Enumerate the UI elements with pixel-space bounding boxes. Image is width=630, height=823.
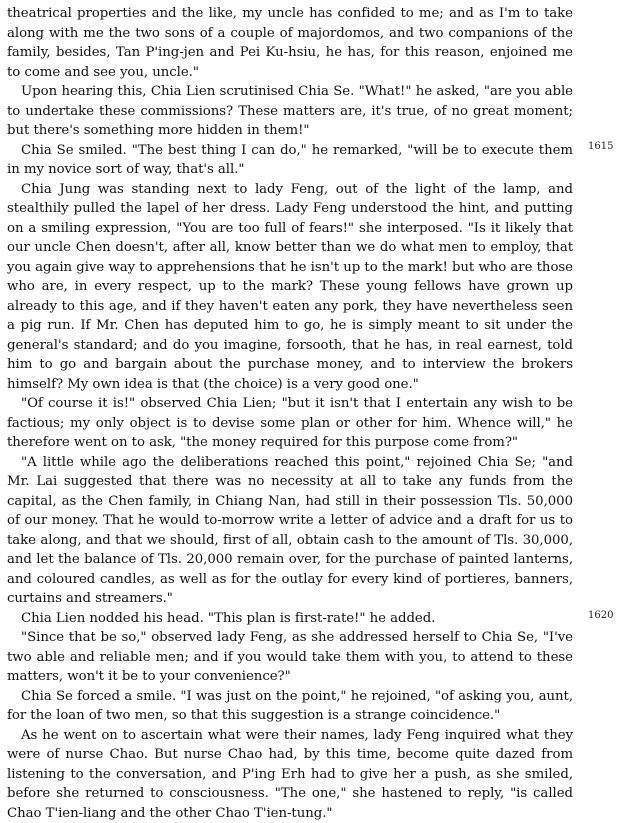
paragraph-7: Chia Lien nodded his head. "This plan is first-rate!" he added. — [7, 609, 573, 629]
paragraph-10: As he went on to ascertain what were their names, lady Feng inquired what they were of nurse Chao. But nurse Chao had, by this time, become quite dazed from listening to the conversation, and P'ing Erh had to give her a push, as she smiled, before she returned to consciousness. "The one," she hastened to reply, "is called Chao T'ien-liang and the other Chao T'ien-tung." — [7, 726, 573, 823]
paragraph-4: Chia Jung was standing next to lady Feng, out of the light of the lamp, and stealthily pulled the lapel of her dress. Lady Feng understood the hint, and putting on a smiling expression, "You are too full of fears!" she interposed. "Is it likely that our uncle Chen doesn't, after all, know better than we do what men to employ, that you again give way to apprehensions that he isn't up to the mark! but who are those who are, in every respect, up to the mark? These young fellows have grown up already to this age, and if they haven't eaten any pork, they have nevertheless seen a pig run. If Mr. Chen has deputed him to go, he is simply meant to sit under the general's standard; and do you imagine, forsooth, that he has, in real earnest, told him to go and bargain about the purchase money, and to interview the brokers himself? My own idea is that (the choice) is a very good one." — [7, 180, 573, 395]
paragraph-9: Chia Se forced a smile. "I was just on the point," he rejoined, "of asking you, aunt, for the loan of two men, so that this suggestion is a strange coincidence." — [7, 687, 573, 726]
paragraph-2: Upon hearing this, Chia Lien scrutinised Chia Se. "What!" he asked, "are you able to undertake these commissions? These matters are, it's true, of no great moment; but there's something more hidden in them!" — [7, 82, 573, 141]
paragraph-8: "Since that be so," observed lady Feng, as she addressed herself to Chia Se, "I've two able and reliable men; and if you would take them with you, to attend to these matters, won't it be to your convenience?" — [7, 628, 573, 687]
paragraph-5: "Of course it is!" observed Chia Lien; "but it isn't that I entertain any wish to be factious; my only object is to devise some plan or other for him. Whence will," he therefore went on to ask, "the money required for this purpose come from?" — [7, 394, 573, 453]
margin-line-number: 1620 — [588, 606, 622, 626]
paragraph-6: "A little while ago the deliberations reached this point," rejoined Chia Se; "and Mr. Lai suggested that there was no necessity at all to take any funds from the capital, as the Chen family, in Chiang Nan, had still in their possession Tls. 50,000 of our money. That he would to-morrow write a letter of advice and a draft for us to take along, and that we should, first of all, obtain cash to the amount of Tls. 30,000, and let the balance of Tls. 20,000 remain over, for the purchase of painted lanterns, and coloured candles, as well as for the outlay for every kind of portieres, banners, curtains and streamers." — [7, 453, 573, 609]
book-page — [7, 4, 573, 823]
paragraph-3: Chia Se smiled. "The best thing I can do," he remarked, "will be to execute them in my novice sort of way, that's all." — [7, 141, 573, 180]
margin-line-number: 1615 — [588, 137, 622, 157]
paragraph-1: theatrical properties and the like, my uncle has confided to me; and as I'm to take along with me the two sons of a couple of majordomos, and two companions of the family, besides, Tan P'ing-jen and Pei Ku-hsiu, he has, for this reason, enjoined me to come and see you, uncle." — [7, 4, 573, 82]
